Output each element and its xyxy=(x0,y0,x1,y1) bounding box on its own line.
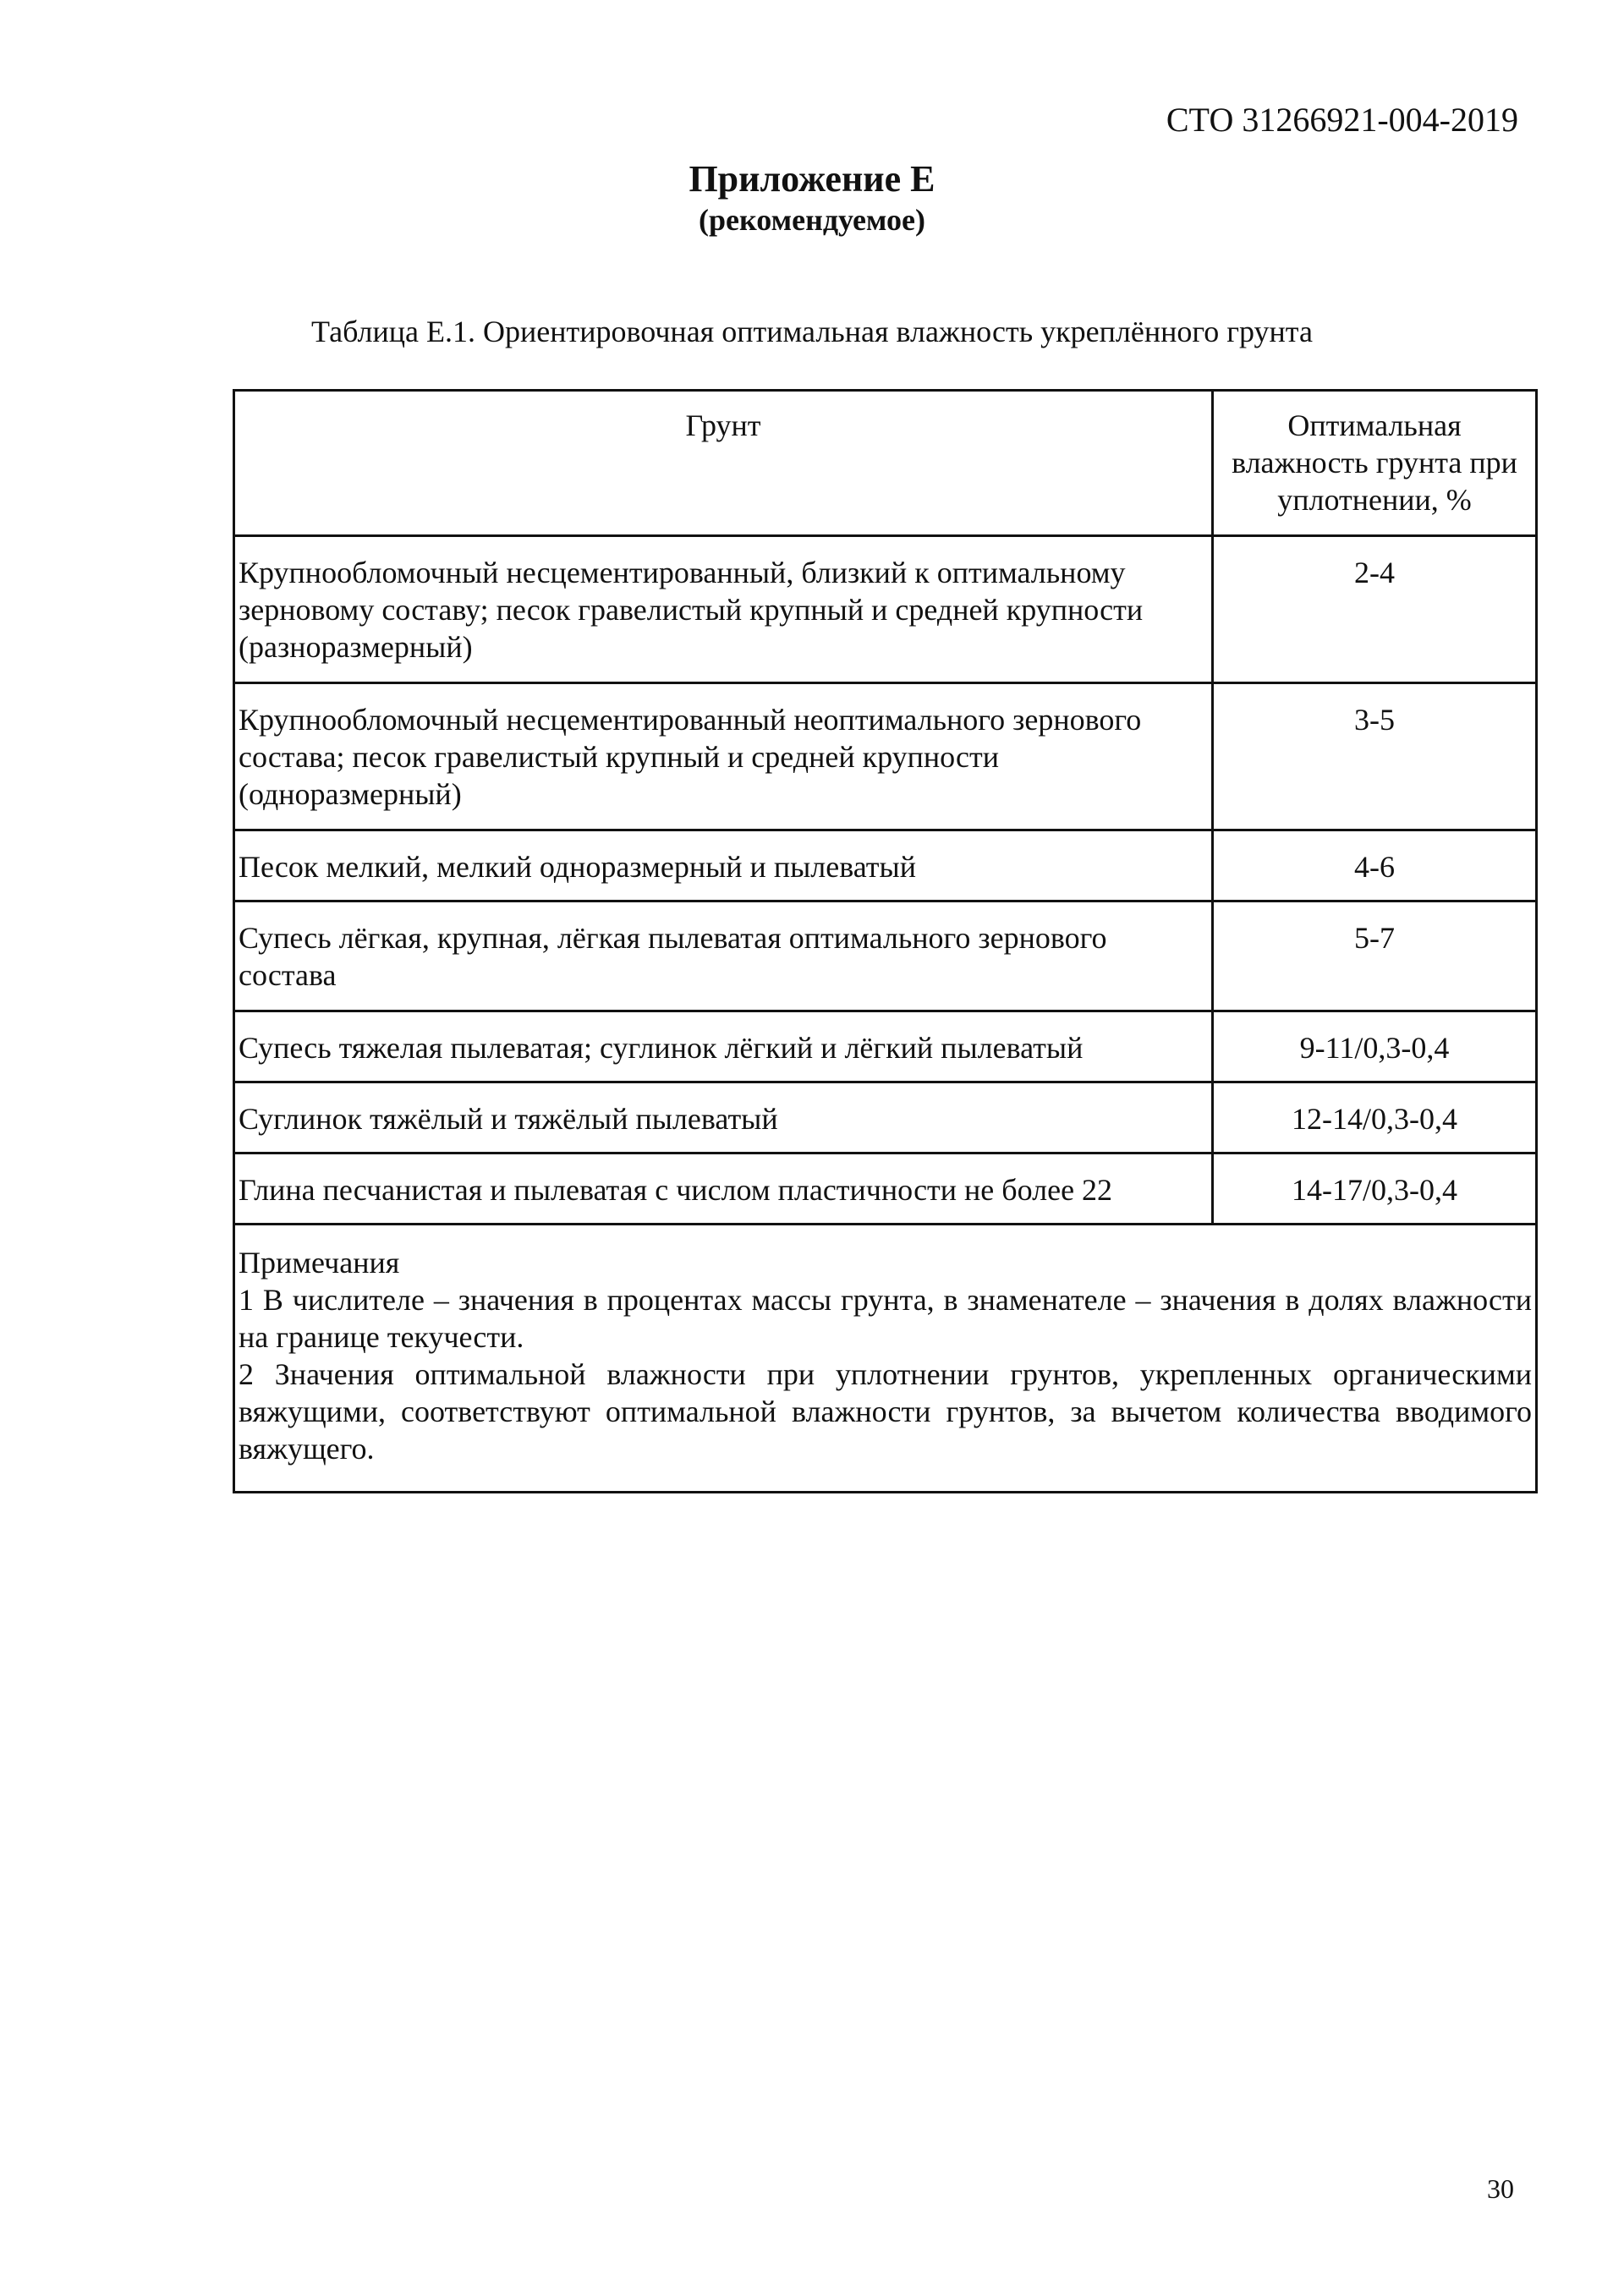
moisture-value: 12-14/0,3-0,4 xyxy=(1213,1082,1537,1153)
soil-cell: Песок мелкий, мелкий одноразмерный и пылеватый xyxy=(234,830,1213,901)
moisture-value: 4-6 xyxy=(1213,830,1537,901)
soil-cell: Супесь лёгкая, крупная, лёгкая пылеватая оптимального зернового состава xyxy=(234,901,1213,1011)
notes-row xyxy=(234,1225,1537,1493)
moisture-value: 9-11/0,3-0,4 xyxy=(1213,1011,1537,1082)
note-item: 1 В числителе – значения в процентах массы грунта, в знаменателе – значения в долях влажности на границе текучести. xyxy=(239,1283,1532,1354)
page-number: 30 xyxy=(1487,2173,1514,2204)
table-row xyxy=(234,830,1537,901)
header-soil: Грунт xyxy=(234,391,1213,536)
table-caption: Таблица Е.1. Ориентировочная оптимальная влажность укреплённого грунта xyxy=(311,315,1313,348)
soil-cell: Суглинок тяжёлый и тяжёлый пылеватый xyxy=(234,1082,1213,1153)
table-row xyxy=(234,1082,1537,1153)
moisture-value: 5-7 xyxy=(1213,901,1537,1011)
appendix-title: Приложение Е xyxy=(689,158,935,200)
notes-title: Примечания xyxy=(239,1246,400,1280)
soil-cell: Крупнообломочный несцементированный неоптимального зернового состава; песок гравелистый крупный и средней крупности (одноразмерный) xyxy=(234,683,1213,830)
soil-cell: Супесь тяжелая пылеватая; суглинок лёгкий и лёгкий пылеватый xyxy=(234,1011,1213,1082)
note-item: 2 Значения оптимальной влажности при уплотнении грунтов, укрепленных органическими вяжущими, соответствуют оптимальной влажности грунтов, за вычетом количества вводимого вяжущего. xyxy=(239,1357,1532,1466)
moisture-value: 2-4 xyxy=(1213,536,1537,683)
moisture-value: 3-5 xyxy=(1213,683,1537,830)
moisture-value: 14-17/0,3-0,4 xyxy=(1213,1153,1537,1225)
soil-cell: Глина песчанистая и пылеватая с числом пластичности не более 22 xyxy=(234,1153,1213,1225)
table-row xyxy=(234,1153,1537,1225)
table-row xyxy=(234,683,1537,830)
table-row xyxy=(234,1011,1537,1082)
table-header-row xyxy=(234,391,1537,536)
table-row xyxy=(234,536,1537,683)
header-moisture: Оптимальная влажность грунта при уплотнении, % xyxy=(1213,391,1537,536)
notes-cell xyxy=(234,1225,1537,1493)
moisture-table xyxy=(233,389,1538,1493)
document-code: СТО 31266921-004-2019 xyxy=(1166,101,1518,139)
table-row xyxy=(234,901,1537,1011)
appendix-subtitle: (рекомендуемое) xyxy=(699,203,925,237)
soil-cell: Крупнообломочный несцементированный, близкий к оптимальному зерновому составу; песок гравелистый крупный и средней крупности (разноразмерный) xyxy=(234,536,1213,683)
